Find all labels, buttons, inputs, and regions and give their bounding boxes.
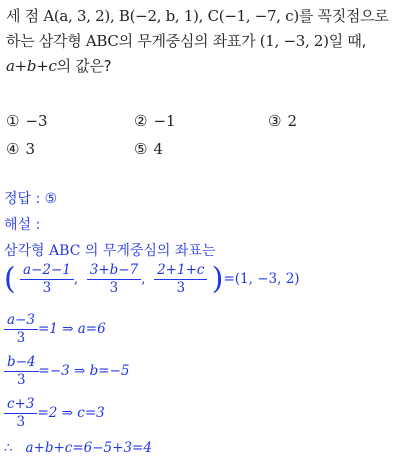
choice-4[interactable]: ④ 3 [6,140,35,158]
equation-c: $\frac{c+3}{3}$ =2 ⇒ c=3 [4,396,105,431]
question-expr: a+b+c [6,57,57,75]
answer-label: 정답 : [4,191,45,207]
question-triangle: ABC [85,32,119,50]
choice-row [6,112,394,140]
choice-3[interactable]: ③ 2 [268,112,297,130]
final-result: a+b+c=6−5+3=4 [25,440,152,456]
question-mid2: 의 무게중심의 좌표가 [118,32,260,50]
choice-1[interactable]: ① −3 [6,112,48,130]
answer-value: ⑤ [44,191,58,207]
fraction-a: $\frac{a-3}{3}$ [4,312,38,347]
fraction-c: $\frac{c+3}{3}$ [4,396,37,431]
question-coord: (1, −3, 2) [259,32,329,50]
question-suffix: 의 값은? [56,57,112,75]
right-paren: ) [211,261,224,297]
therefore-symbol: ∴ [4,440,13,456]
fraction-b: $\frac{b-4}{3}$ [4,354,39,389]
equation-b: $\frac{b-4}{3}$ =−3 ⇒ b=−5 [4,354,130,389]
choice-2[interactable]: ② −1 [134,112,176,130]
equation-a: $\frac{a-3}{3}$ =1 ⇒ a=6 [4,312,106,347]
question-mid3: 일 때, [328,32,367,50]
centroid-result: =(1, −3, 2) [223,271,300,287]
left-paren: ( [4,261,16,297]
explanation-line1: 삼각형 ABC 의 무게중심의 좌표는 [4,243,216,259]
explanation-label: 해설 : [4,217,41,233]
question-mid1: 를 꼭짓점으로 하는 삼각형 [6,7,389,50]
fraction-x: $\frac{a-2-1}{3}$ [20,262,74,297]
choice-list [6,112,394,168]
answer-line [4,188,57,208]
question-points: A(a, 3, 2), B(−2, b, 1), C(−1, −7, c) [43,7,299,25]
choice-5[interactable]: ⑤ 4 [134,140,163,158]
fraction-y: $\frac{3+b-7}{3}$ [87,262,141,297]
question-text [6,4,394,79]
centroid-equation: ( $\frac{a-2-1}{3}$ , $\frac{3+b-7}{3}$ , $\frac{2+1+c}{3}$ )=(1, −3, 2) [4,261,300,297]
question-prefix: 세 점 [6,7,44,25]
fraction-z: $\frac{2+1+c}{3}$ [154,262,207,297]
final-line [4,440,152,456]
choice-row [6,140,394,168]
